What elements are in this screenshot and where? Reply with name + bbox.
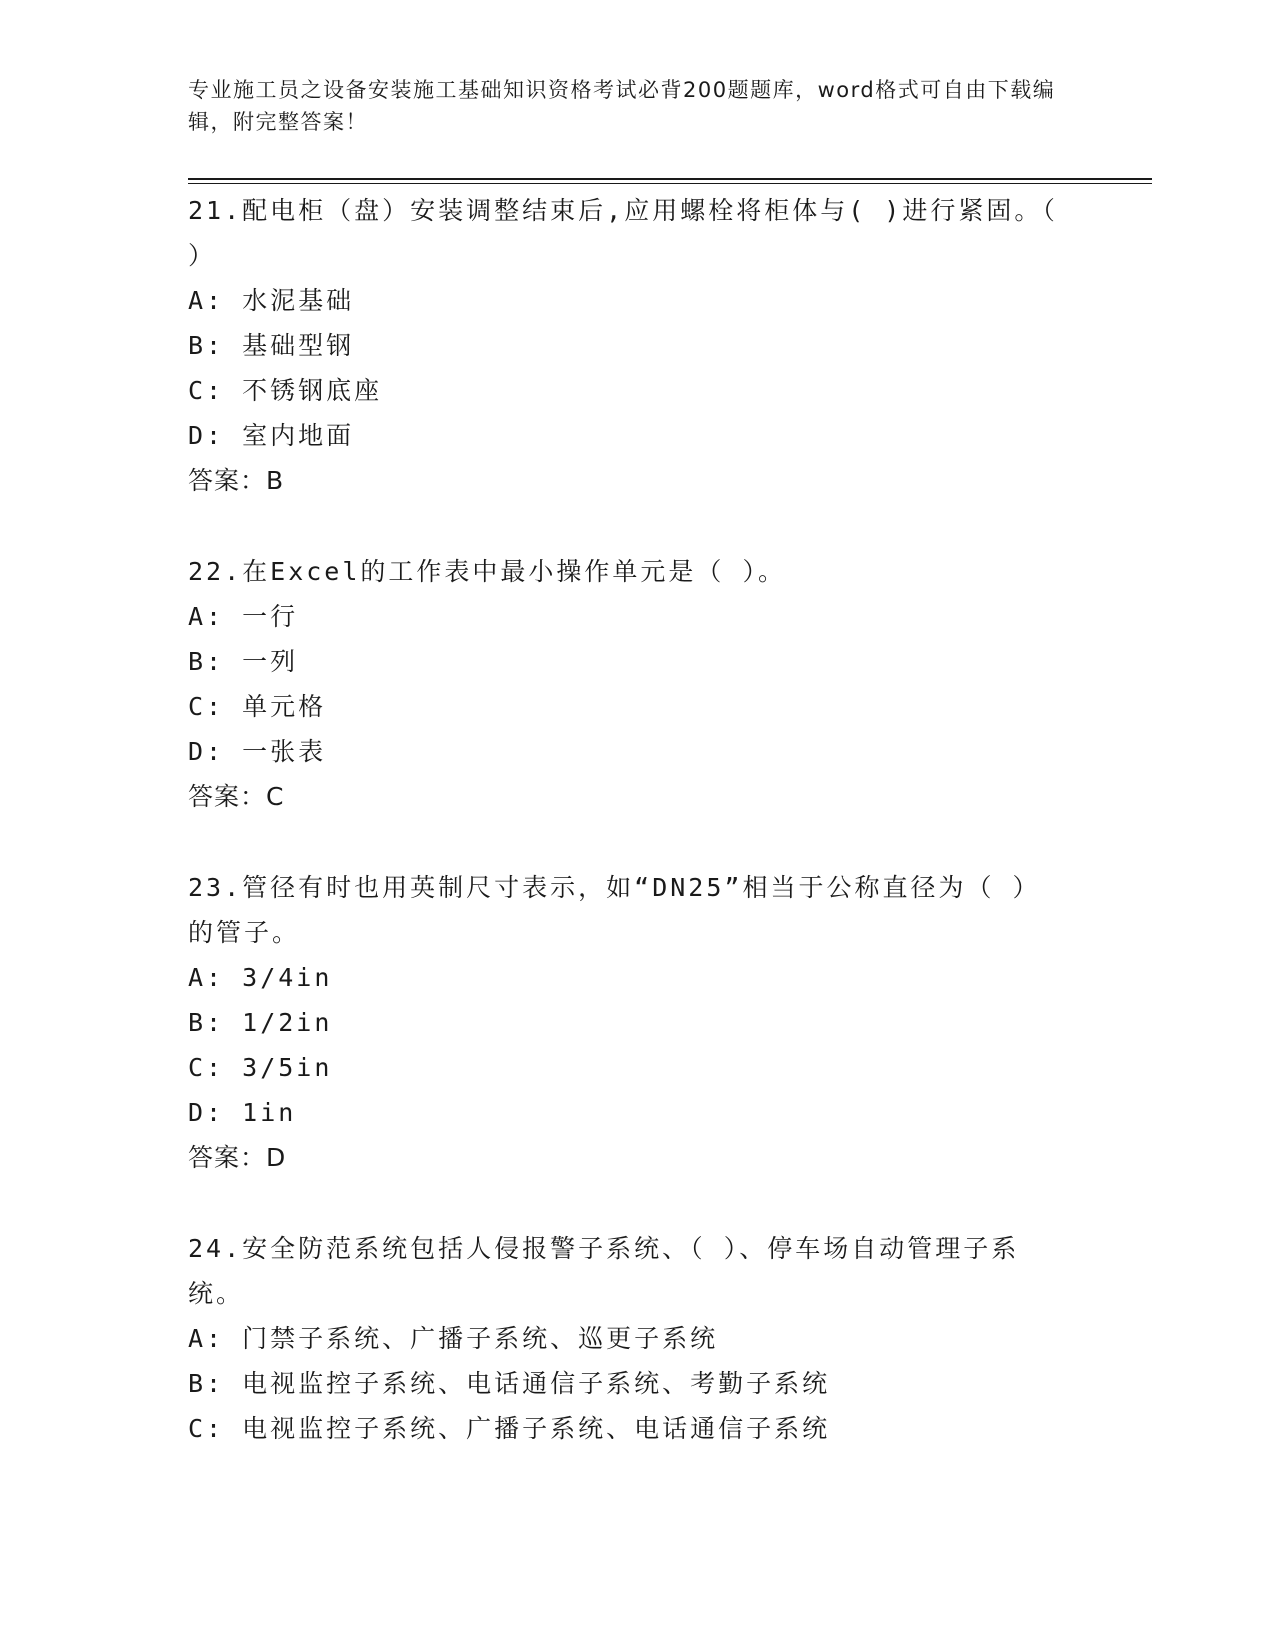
option-a: A: 门禁子系统、广播子系统、巡更子系统 [188, 1324, 719, 1353]
question-22 [188, 549, 1068, 819]
option-c: C: 不锈钢底座 [188, 376, 383, 405]
header-divider [188, 178, 1152, 184]
option-a: A: 一行 [188, 602, 299, 631]
question-stem: 22.在Excel的工作表中最小操作单元是（ ）。 [188, 557, 786, 586]
question-list [188, 188, 1068, 1497]
option-b: B: 1/2in [188, 1008, 333, 1037]
answer-text: 答案：C [188, 782, 285, 811]
question-21 [188, 188, 1068, 503]
option-b: B: 基础型钢 [188, 331, 355, 360]
option-a: A: 3/4in [188, 963, 333, 992]
question-stem: 23.管径有时也用英制尺寸表示，如“DN25”相当于公称直径为（ ）的管子。 [188, 873, 1041, 947]
option-b: B: 一列 [188, 647, 299, 676]
question-stem: 24.安全防范系统包括人侵报警子系统、（ ）、停车场自动管理子系统。 [188, 1234, 1020, 1308]
question-24 [188, 1226, 1068, 1451]
question-23 [188, 865, 1068, 1180]
option-d: D: 1in [188, 1098, 297, 1127]
option-a: A: 水泥基础 [188, 286, 355, 315]
answer-text: 答案：B [188, 466, 285, 495]
answer-text: 答案：D [188, 1143, 287, 1172]
option-c: C: 单元格 [188, 692, 327, 721]
option-d: D: 一张表 [188, 737, 327, 766]
option-d: D: 室内地面 [188, 421, 355, 450]
question-stem: 21.配电柜（盘）安装调整结束后,应用螺栓将柜体与( )进行紧固。（ ） [188, 196, 1058, 270]
option-c: C: 3/5in [188, 1053, 333, 1082]
option-b: B: 电视监控子系统、电话通信子系统、考勤子系统 [188, 1369, 831, 1398]
option-c: C: 电视监控子系统、广播子系统、电话通信子系统 [188, 1414, 831, 1443]
document-header: 专业施工员之设备安装施工基础知识资格考试必背200题题库，word格式可自由下载编辑，附完整答案！ [188, 78, 1056, 134]
